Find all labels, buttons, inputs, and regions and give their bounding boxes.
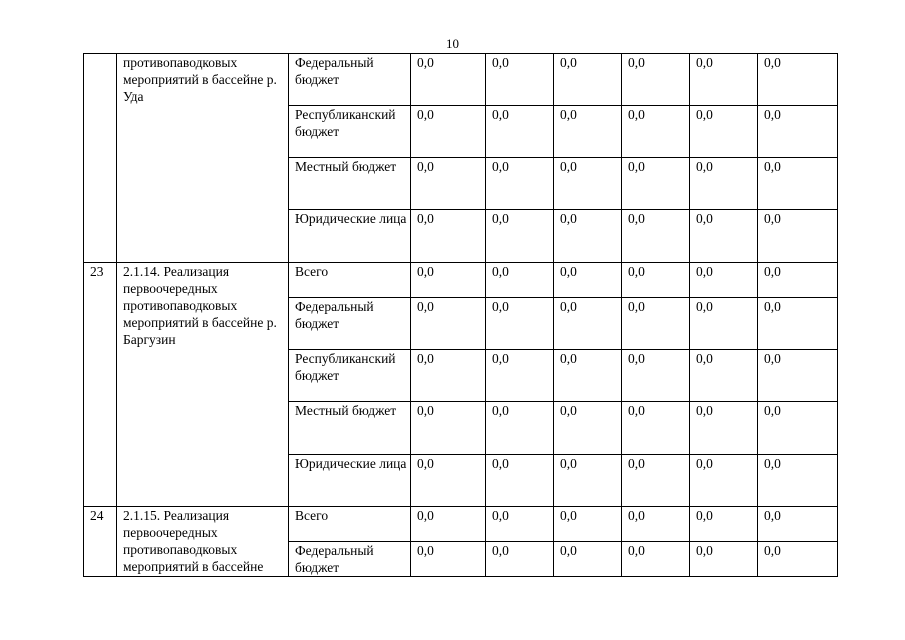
funding-source-cell: Юридические лица xyxy=(289,210,411,263)
value-cell: 0,0 xyxy=(758,158,838,210)
value-cell: 0,0 xyxy=(690,507,758,542)
value-cell: 0,0 xyxy=(690,210,758,263)
value-cell: 0,0 xyxy=(411,350,486,402)
value-cell: 0,0 xyxy=(690,542,758,577)
value-cell: 0,0 xyxy=(411,106,486,158)
funding-source-cell: Республиканский бюджет xyxy=(289,106,411,158)
value-cell: 0,0 xyxy=(486,210,554,263)
value-cell: 0,0 xyxy=(411,210,486,263)
funding-source-cell: Всего xyxy=(289,507,411,542)
table-row xyxy=(84,507,838,542)
measure-name-cell: противопаводковых мероприятий в бассейне р. Уда xyxy=(117,54,289,263)
value-cell: 0,0 xyxy=(486,106,554,158)
value-cell: 0,0 xyxy=(758,455,838,507)
measure-name-cell: 2.1.15. Реализация первоочередных противопаводковых мероприятий в бассейне xyxy=(117,507,289,577)
value-cell: 0,0 xyxy=(622,54,690,106)
value-cell: 0,0 xyxy=(411,402,486,455)
value-cell: 0,0 xyxy=(486,542,554,577)
value-cell: 0,0 xyxy=(690,402,758,455)
value-cell: 0,0 xyxy=(486,54,554,106)
row-number-cell: 23 xyxy=(84,263,117,507)
value-cell: 0,0 xyxy=(690,350,758,402)
value-cell: 0,0 xyxy=(411,455,486,507)
value-cell: 0,0 xyxy=(758,350,838,402)
value-cell: 0,0 xyxy=(411,542,486,577)
value-cell: 0,0 xyxy=(758,298,838,350)
value-cell: 0,0 xyxy=(758,106,838,158)
value-cell: 0,0 xyxy=(411,158,486,210)
value-cell: 0,0 xyxy=(690,106,758,158)
value-cell: 0,0 xyxy=(554,263,622,298)
value-cell: 0,0 xyxy=(486,455,554,507)
table-row xyxy=(84,54,838,106)
value-cell: 0,0 xyxy=(690,54,758,106)
value-cell: 0,0 xyxy=(690,298,758,350)
value-cell: 0,0 xyxy=(554,298,622,350)
funding-source-cell: Юридические лица xyxy=(289,455,411,507)
funding-source-cell: Всего xyxy=(289,263,411,298)
value-cell: 0,0 xyxy=(758,402,838,455)
value-cell: 0,0 xyxy=(758,54,838,106)
value-cell: 0,0 xyxy=(690,455,758,507)
funding-source-cell: Местный бюджет xyxy=(289,402,411,455)
value-cell: 0,0 xyxy=(622,210,690,263)
funding-source-cell: Федеральный бюджет xyxy=(289,298,411,350)
value-cell: 0,0 xyxy=(554,210,622,263)
value-cell: 0,0 xyxy=(554,158,622,210)
funding-source-cell: Федеральный бюджет xyxy=(289,54,411,106)
value-cell: 0,0 xyxy=(554,542,622,577)
value-cell: 0,0 xyxy=(622,455,690,507)
value-cell: 0,0 xyxy=(486,507,554,542)
value-cell: 0,0 xyxy=(486,158,554,210)
budget-table xyxy=(83,53,838,577)
value-cell: 0,0 xyxy=(690,158,758,210)
value-cell: 0,0 xyxy=(486,263,554,298)
value-cell: 0,0 xyxy=(758,263,838,298)
row-number-cell: 24 xyxy=(84,507,117,577)
funding-source-cell: Местный бюджет xyxy=(289,158,411,210)
value-cell: 0,0 xyxy=(554,350,622,402)
value-cell: 0,0 xyxy=(622,507,690,542)
value-cell: 0,0 xyxy=(758,210,838,263)
value-cell: 0,0 xyxy=(411,54,486,106)
measure-name-cell: 2.1.14. Реализация первоочередных противопаводковых мероприятий в бассейне р. Баргузин xyxy=(117,263,289,507)
value-cell: 0,0 xyxy=(622,542,690,577)
value-cell: 0,0 xyxy=(411,298,486,350)
value-cell: 0,0 xyxy=(622,402,690,455)
value-cell: 0,0 xyxy=(486,402,554,455)
value-cell: 0,0 xyxy=(411,263,486,298)
value-cell: 0,0 xyxy=(690,263,758,298)
row-number-cell xyxy=(84,54,117,263)
value-cell: 0,0 xyxy=(622,106,690,158)
value-cell: 0,0 xyxy=(411,507,486,542)
funding-source-cell: Республиканский бюджет xyxy=(289,350,411,402)
value-cell: 0,0 xyxy=(622,298,690,350)
value-cell: 0,0 xyxy=(758,507,838,542)
value-cell: 0,0 xyxy=(758,542,838,577)
value-cell: 0,0 xyxy=(554,507,622,542)
value-cell: 0,0 xyxy=(554,54,622,106)
value-cell: 0,0 xyxy=(554,455,622,507)
value-cell: 0,0 xyxy=(554,106,622,158)
value-cell: 0,0 xyxy=(622,158,690,210)
value-cell: 0,0 xyxy=(554,402,622,455)
value-cell: 0,0 xyxy=(486,350,554,402)
funding-source-cell: Федеральный бюджет xyxy=(289,542,411,577)
page-number: 10 xyxy=(446,36,459,51)
value-cell: 0,0 xyxy=(622,350,690,402)
value-cell: 0,0 xyxy=(486,298,554,350)
value-cell: 0,0 xyxy=(622,263,690,298)
table-row xyxy=(84,263,838,298)
table-body xyxy=(84,54,838,577)
